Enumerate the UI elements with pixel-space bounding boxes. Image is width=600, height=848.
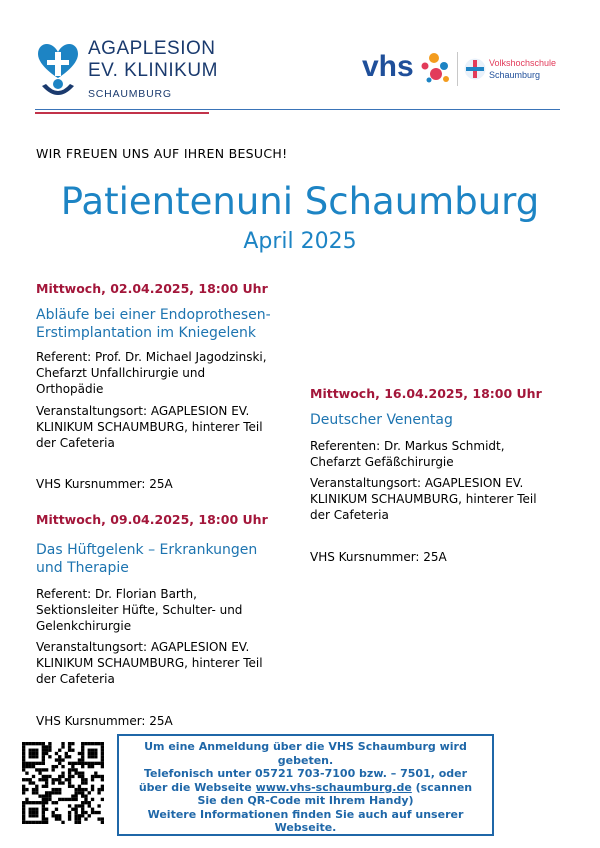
footer-line-6: Weitere Informationen finden Sie auch auf unserer — [147, 807, 464, 821]
welcome-text: WIR FREUEN UNS AUF IHREN BESUCH! — [36, 146, 288, 161]
event-3-course-number: VHS Kursnummer: 25A — [310, 550, 447, 564]
event-2-topic-line1: Das Hüftgelenk – Erkrankungen — [36, 542, 258, 558]
vhs-cross-icon — [464, 58, 486, 80]
footer-line-1: Um eine Anmeldung über die VHS Schaumburg wird — [144, 740, 467, 753]
agaplesion-wordmark — [88, 38, 218, 100]
event-2-location-line2: KLINIKUM SCHAUMBURG, hinterer Teil — [36, 656, 263, 670]
event-2-speaker-line2: Sektionsleiter Hüfte, Schulter- und — [36, 603, 243, 617]
vhs-logo-icon — [362, 46, 462, 88]
event-3-location-line2: KLINIKUM SCHAUMBURG, hinterer Teil — [310, 492, 537, 506]
vhs-brand: vhs — [362, 50, 414, 83]
agaplesion-name: AGAPLESION — [88, 38, 216, 59]
vhs-label-2: Schaumburg — [489, 70, 541, 80]
event-1-speaker-line3: Orthopädie — [36, 382, 104, 396]
event-1-topic-line2: Erstimplantation im Kniegelenk — [36, 325, 256, 341]
event-2-speaker-line3: Gelenkchirurgie — [36, 619, 132, 633]
event-1-location-line2: KLINIKUM SCHAUMBURG, hinterer Teil — [36, 420, 263, 434]
logo-separator — [457, 52, 458, 86]
event-3-date: Mittwoch, 16.04.2025, 18:00 Uhr — [310, 386, 542, 401]
event-1-location-line3: der Cafeteria — [36, 436, 115, 450]
event-2-speaker-line1: Referent: Dr. Florian Barth, — [36, 587, 197, 601]
event-3-speaker-line2: Chefarzt Gefäßchirurgie — [310, 455, 454, 469]
footer-line-4 — [127, 781, 484, 795]
event-2-course-number: VHS Kursnummer: 25A — [36, 714, 173, 728]
event-2-location-line3: der Cafeteria — [36, 672, 115, 686]
footer-line-2: gebeten. — [277, 753, 334, 767]
footer-line-7: Webseite. — [274, 821, 337, 834]
event-1-speaker-line1: Referent: Prof. Dr. Michael Jagodzinski, — [36, 350, 267, 364]
vhs-wordmark — [489, 57, 556, 81]
header-rule-blue — [35, 109, 560, 110]
vhs-label-1: Volkshochschule — [489, 58, 557, 68]
agaplesion-logo-icon — [36, 38, 80, 100]
event-1-speaker-line2: Chefarzt Unfallchirurgie und — [36, 366, 206, 380]
event-1-course-number: VHS Kursnummer: 25A — [36, 477, 173, 491]
footer-line-4b: (scannen — [411, 780, 473, 794]
agaplesion-clinic: EV. KLINIKUM — [88, 60, 218, 81]
event-3-location-line1: Veranstaltungsort: AGAPLESION EV. — [310, 476, 524, 490]
event-3-topic-line1: Deutscher Venentag — [310, 412, 453, 428]
footer-line-3: Telefonisch unter 05721 703-7100 bzw. – 7501, oder — [143, 767, 468, 780]
event-1-topic-line1: Abläufe bei einer Endoprothesen- — [36, 307, 271, 323]
header-rule-red — [35, 112, 209, 114]
event-1-date: Mittwoch, 02.04.2025, 18:00 Uhr — [36, 281, 268, 296]
event-2-date: Mittwoch, 09.04.2025, 18:00 Uhr — [36, 512, 268, 527]
page-subtitle: April 2025 — [243, 229, 357, 254]
event-3-location-line3: der Cafeteria — [310, 508, 389, 522]
event-2-location-line1: Veranstaltungsort: AGAPLESION EV. — [36, 640, 250, 654]
footer-line-4a: über die Webseite — [138, 780, 256, 794]
event-3-speaker-line1: Referenten: Dr. Markus Schmidt, — [310, 439, 505, 453]
qr-code-icon[interactable] — [22, 742, 104, 824]
footer-line-5: Sie den QR-Code mit Ihrem Handy) — [197, 794, 414, 807]
page-title: Patientenuni Schaumburg — [60, 180, 540, 223]
event-2-topic-line2: und Therapie — [36, 560, 129, 576]
registration-info-box — [117, 734, 494, 836]
event-1-location-line1: Veranstaltungsort: AGAPLESION EV. — [36, 404, 250, 418]
agaplesion-location: SCHAUMBURG — [88, 88, 172, 100]
website-link[interactable]: www.vhs-schaumburg.de — [255, 780, 412, 794]
